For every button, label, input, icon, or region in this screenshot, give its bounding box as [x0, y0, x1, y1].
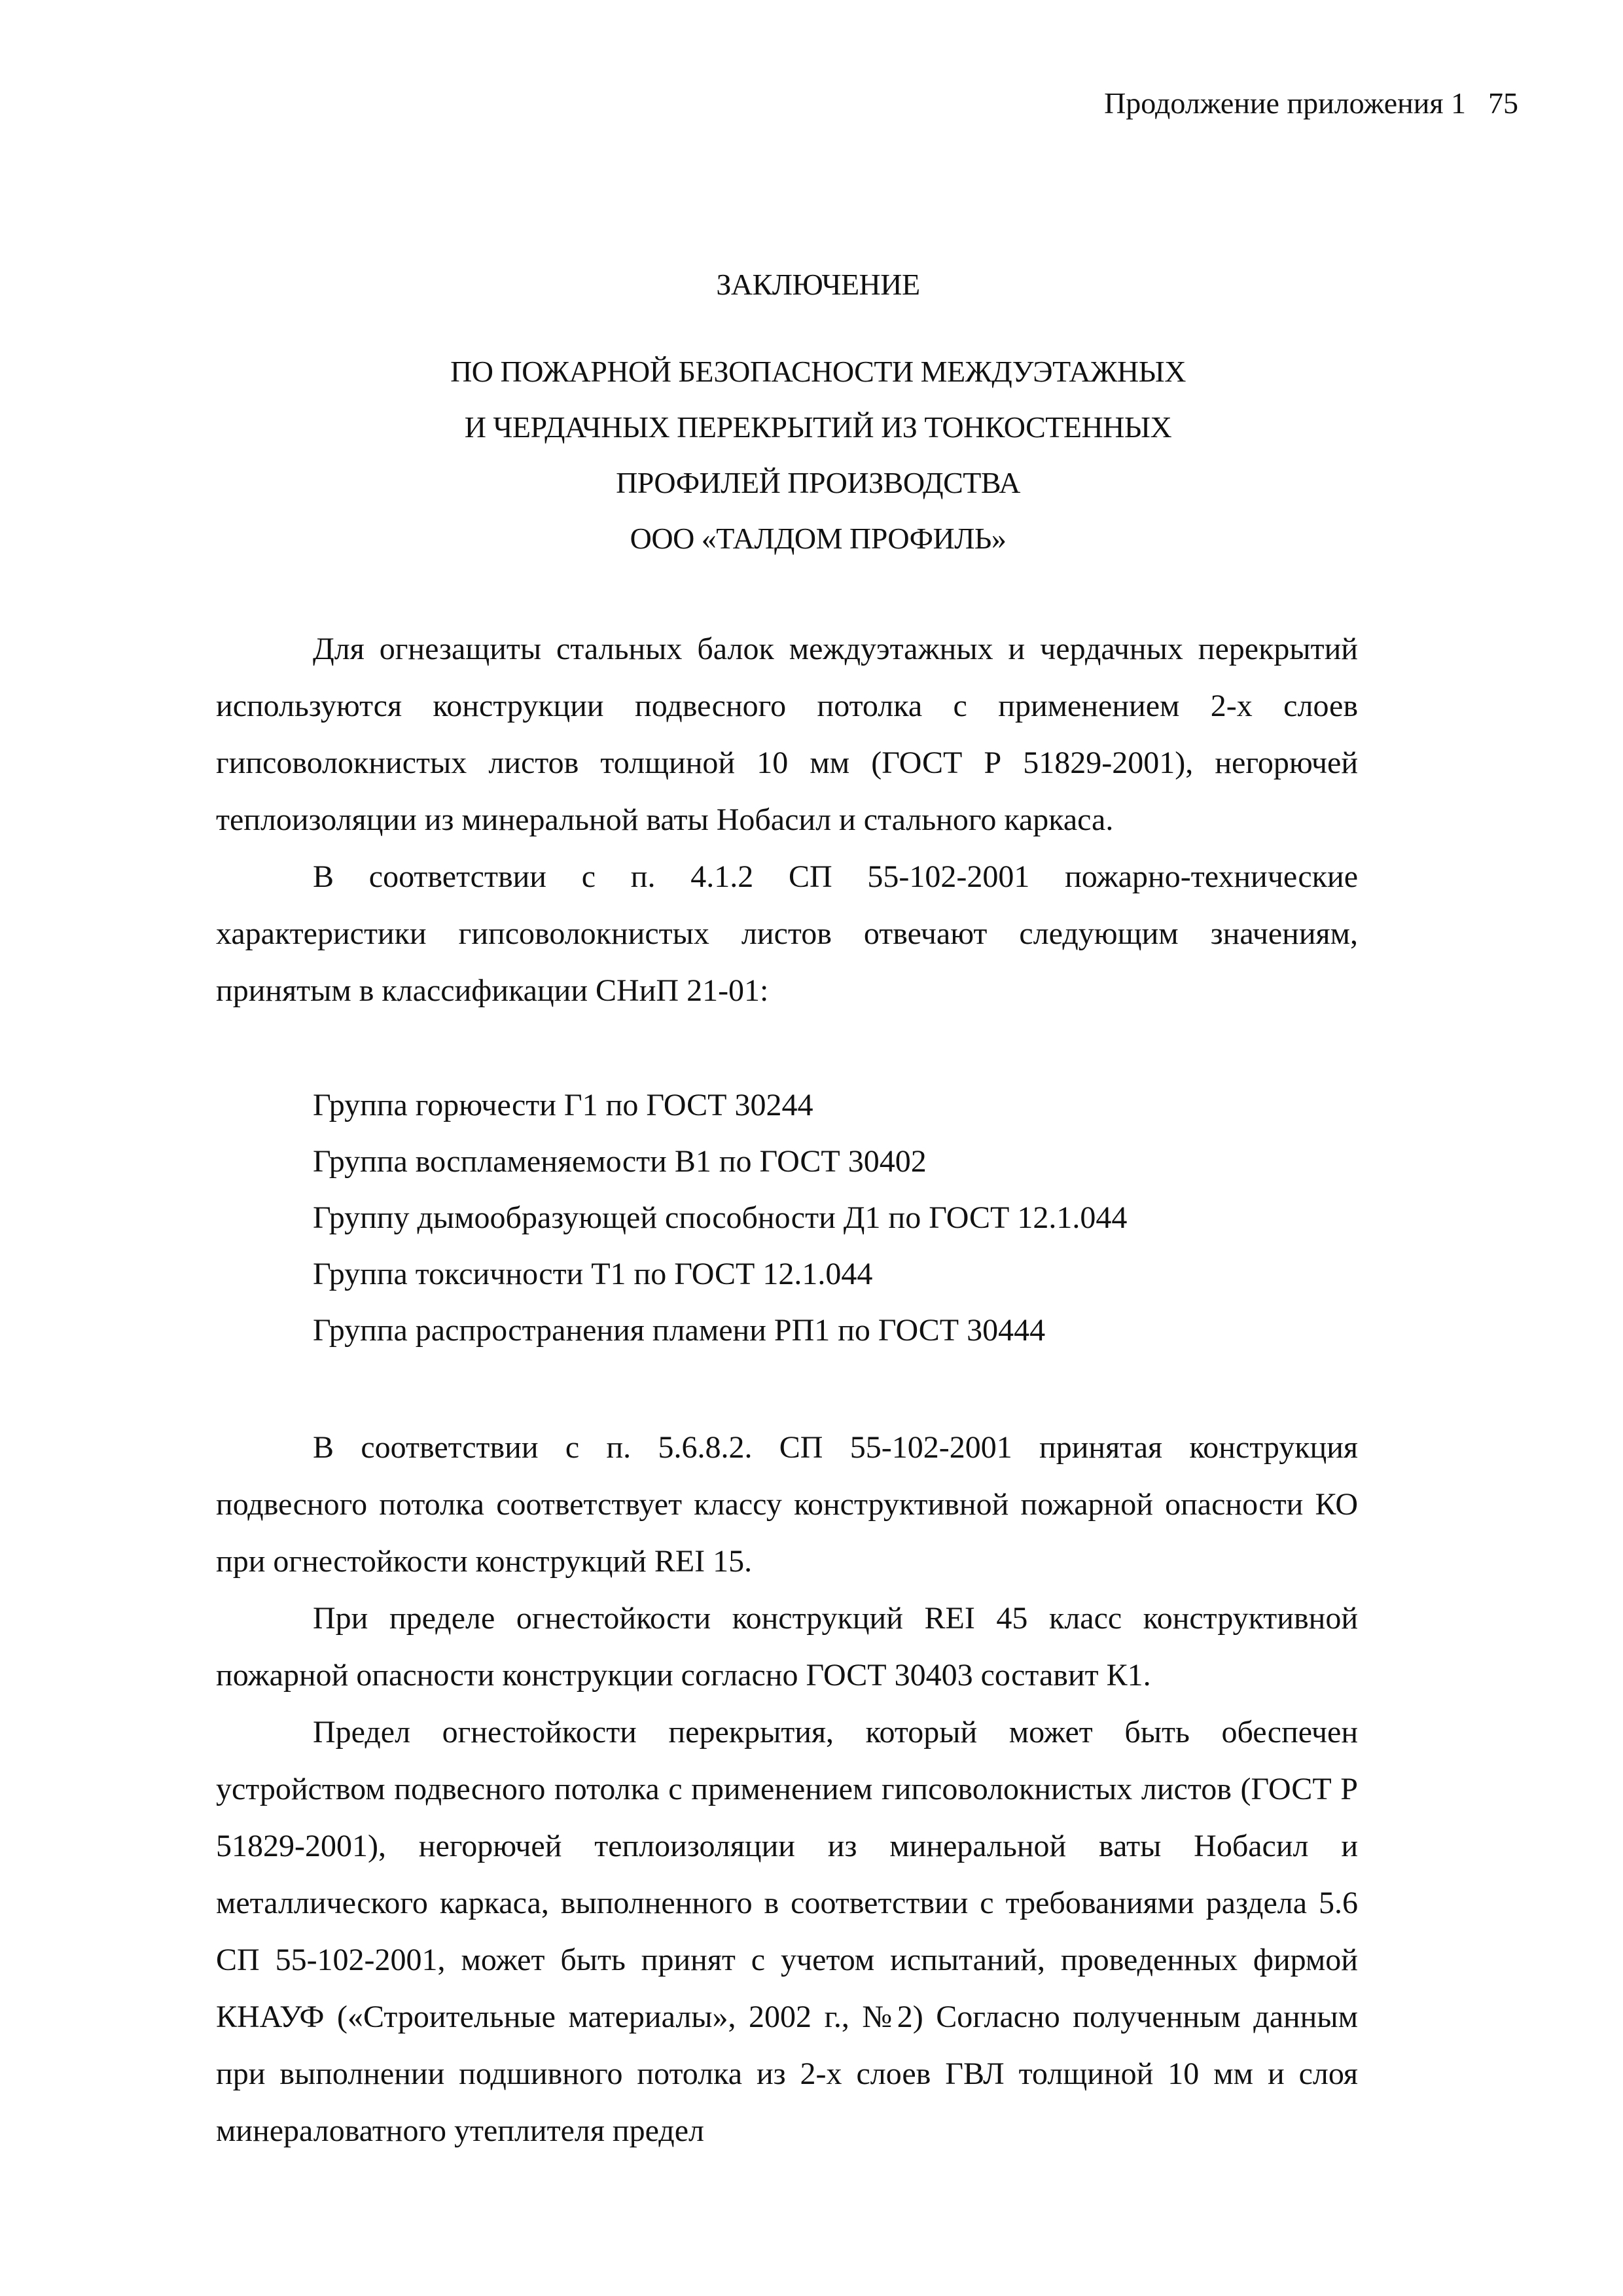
paragraph-4: При пределе огнестойкости конструкций REI 45 класс конструктивной пожарной опасности конструкции согласно ГОСТ 30403 составит К1.: [216, 1601, 1358, 1693]
header-caption: Продолжение приложения 1: [1104, 86, 1466, 120]
classification-list: [313, 1077, 1127, 1359]
paragraph-1: Для огнезащиты стальных балок междуэтажных и чердачных перекрытий используются конструкции подвесного потолка с применением 2-х слоев гипсоволокнистых листов толщиной 10 мм (ГОСТ Р 51829-2001), негорючей теплоизоляции из минеральной ваты Нобасил и стального каркаса.: [216, 632, 1358, 837]
title-line-5: ООО «ТАЛДОМ ПРОФИЛЬ»: [630, 522, 1007, 555]
paragraph-2: В соответствии с п. 4.1.2 СП 55-102-2001 пожарно-технические характеристики гипсоволокнистых листов отвечают следующим значениям, принятым в классификации СНиП 21-01:: [216, 859, 1358, 1008]
list-item: Группа воспламеняемости В1 по ГОСТ 30402: [313, 1144, 927, 1179]
title-line-2: ПО ПОЖАРНОЙ БЕЗОПАСНОСТИ МЕЖДУЭТАЖНЫХ: [450, 355, 1186, 388]
document-title: [216, 257, 1420, 566]
paragraph-5: Предел огнестойкости перекрытия, который может быть обеспечен устройством подвесного потолка с применением гипсоволокнистых листов (ГОСТ Р 51829-2001), негорючей теплоизоляции из минеральной ваты Нобасил и металлического каркаса, выполненного в соответствии с требованиями раздела 5.6 СП 55-102-2001, может быть принят с учетом испытаний, проведенных фирмой КНАУФ («Строительные материалы», 2002 г., №2) Согласно полученным данным при выполнении подшивного потолка из 2-х слоев ГВЛ толщиной 10 мм и слоя минераловатного утеплителя предел: [216, 1715, 1358, 2148]
list-item: Группу дымообразующей способности Д1 по ГОСТ 12.1.044: [313, 1200, 1128, 1235]
page-number: 75: [1488, 86, 1518, 120]
page-header: [1104, 84, 1518, 123]
list-item: Группа горючести Г1 по ГОСТ 30244: [313, 1088, 813, 1122]
list-item: Группа токсичности Т1 по ГОСТ 12.1.044: [313, 1257, 873, 1291]
list-item: Группа распространения пламени РП1 по ГОСТ 30444: [313, 1313, 1046, 1348]
paragraph-3: В соответствии с п. 5.6.8.2. СП 55-102-2001 принятая конструкция подвесного потолка соответствует классу конструктивной пожарной опасности КО при огнестойкости конструкций REI 15.: [216, 1430, 1358, 1579]
title-line-4: ПРОФИЛЕЙ ПРОИЗВОДСТВА: [616, 466, 1020, 499]
paragraph-block-1: [216, 620, 1358, 1019]
title-line-3: И ЧЕРДАЧНЫХ ПЕРЕКРЫТИЙ ИЗ ТОНКОСТЕННЫХ: [464, 410, 1172, 444]
title-line-1: ЗАКЛЮЧЕНИЕ: [716, 268, 920, 301]
paragraph-block-2: [216, 1419, 1358, 2159]
